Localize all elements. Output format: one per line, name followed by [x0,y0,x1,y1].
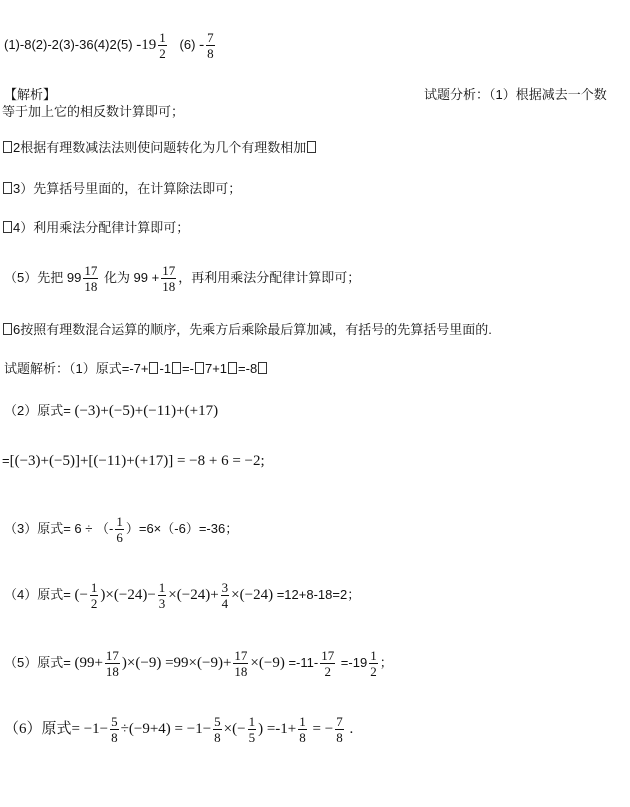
missing-glyph-icon [3,323,12,335]
solution-2b: =[(−3)+(−5)]+[(−11)+(+17)] = −8 + 6 = −2; [2,453,265,469]
fraction: $\frac{17}{2}$ [321,648,335,679]
solution-6: （6）原式= −1− $\frac{5}{8}$ ÷(−9+4) = −1− $\frac{5}{8}$ ×(− $\frac{1}{5}$ ) =-1+ $\frac{1}{8}$ = − $\frac{7}{8}$ . [4,714,354,745]
solution-2b-expression: [(−3)+(−5)]+[(−11)+(+17)] = −8 + 6 = −2; [9,453,265,469]
missing-glyph-icon [195,362,204,374]
fraction: $\frac{7}{8}$ [336,714,343,745]
answer-6-fraction: $\frac{7}{8}$ [207,30,214,61]
fraction: $\frac{17}{18}$ [162,263,176,294]
analysis-step-3: 3）先算括号里面的，在计算除法即可； [2,180,241,198]
missing-glyph-icon [228,362,237,374]
analysis-heading: 【解析】 [4,87,57,102]
missing-glyph-icon [3,221,12,233]
solution-4: （4）原式= (− $\frac{1}{2}$ )×(−24)− $\frac{1}{3}$ ×(−24)+ $\frac{3}{4}$ ×(−24) =12+8-18=2； [4,580,361,611]
fraction: $\frac{1}{6}$ [116,514,123,545]
answers-line [4,30,217,61]
solution-2: （2）原式= (−3)+(−5)+(−11)+(+17) [4,403,219,419]
answers-text: (1)-8(2)-2(3)-36(4)2(5) [4,36,133,52]
answer-6-sign: - [199,36,205,53]
fraction: $\frac{1}{2}$ [370,648,377,679]
answer-5-whole: -19 [136,36,157,53]
answer-6-label: (6) [179,36,196,52]
fraction: $\frac{1}{8}$ [299,714,306,745]
fraction: $\frac{5}{8}$ [214,714,221,745]
solution-2-expression: (−3)+(−5)+(−11)+(+17) [74,403,219,419]
missing-glyph-icon [258,362,267,374]
fraction: $\frac{1}{5}$ [248,714,256,745]
analysis-cont: 等于加上它的相反数计算即可； [2,104,185,119]
fraction: $\frac{17}{18}$ [84,263,98,294]
fraction: $\frac{3}{4}$ [221,580,229,611]
missing-glyph-icon [172,362,181,374]
analysis-step-5: （5）先把 99 $\frac{17}{18}$ 化为 99 + $\frac{17}{18}$ ，再利用乘法分配律计算即可； [4,263,361,294]
fraction: $\frac{1}{2}$ [90,580,98,611]
solution-1: 试题解析：（1）原式=-7+ -1 =- 7+1 =-8 [4,360,268,378]
fraction: $\frac{17}{18}$ [105,648,119,679]
fraction: $\frac{1}{3}$ [158,580,166,611]
analysis-step-6: 6按照有理数混合运算的顺序，先乘方后乘除最后算加减，有括号的先算括号里面的. [2,321,492,339]
missing-glyph-icon [307,141,316,153]
analysis-step-2: 2根据有理数减法法则使问题转化为几个有理数相加 [2,139,317,157]
analysis-step-4: 4）利用乘法分配律计算即可； [2,219,189,237]
fraction: $\frac{17}{18}$ [234,648,248,679]
solution-5: （5）原式= (99+ $\frac{17}{18}$ )×(−9) =99×(−9)+ $\frac{17}{18}$ ×(−9) =-11- $\frac{17}{2}$ =-19 $\frac{1}{2}$ ； [4,648,393,679]
answer-5-fraction: $\frac{1}{2}$ [159,30,166,61]
missing-glyph-icon [3,141,12,153]
solution-3: （3）原式= 6 ÷ （- $\frac{1}{6}$ ）=6×（-6）=-36； [4,514,239,545]
missing-glyph-icon [3,182,12,194]
missing-glyph-icon [149,362,158,374]
fraction: $\frac{5}{8}$ [111,714,118,745]
analysis-right: 试题分析：（1）根据减去一个数 [424,87,607,102]
